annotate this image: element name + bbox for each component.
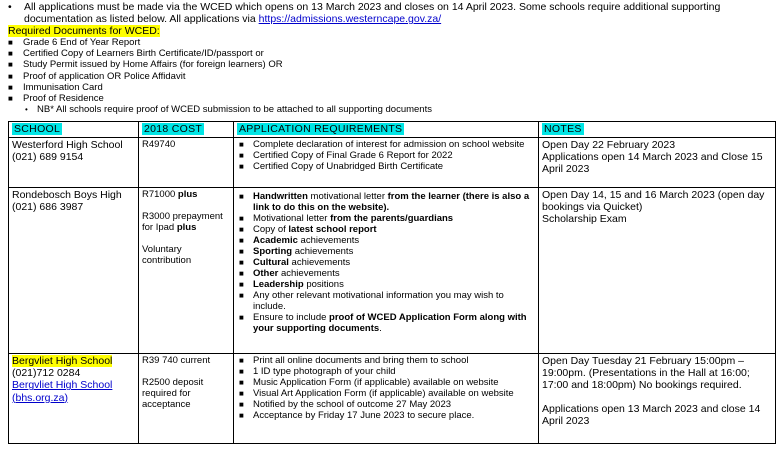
list-item: ■ Other achievements <box>239 267 340 279</box>
list-item: ■ Acceptance by Friday 17 June 2023 to secure place. <box>239 409 475 421</box>
intro-section <box>8 1 775 115</box>
cost-cell: R71000 plus R3000 prepayment for Ipad plus Voluntary contribution <box>139 187 234 353</box>
bullet-icon: ■ <box>239 410 244 420</box>
bullet-icon: ■ <box>8 60 13 70</box>
school-cell: Westerford High School (021) 689 9154 <box>9 137 139 187</box>
list-item: ■ 1 ID type photograph of your child <box>239 365 396 377</box>
table-header-row <box>9 122 776 137</box>
notes-cell: Open Day 14, 15 and 16 March 2023 (open day bookings via Quicket) Scholarship Exam <box>539 187 776 353</box>
requirements-cell <box>234 353 539 443</box>
list-item: ■ Proof of Residence <box>8 93 104 105</box>
intro-text: All applications must be made via the WCED which opens on 13 March 2023 and closes on 14 April 2023. Some schools require additional supporting documentation as listed below. All applications via <box>24 1 721 25</box>
bullet-icon: ■ <box>239 388 244 398</box>
table-row <box>9 137 776 187</box>
cost-cell: R49740 <box>139 137 234 187</box>
list-item: ■ Music Application Form (if applicable) available on website <box>239 376 499 388</box>
header-notes: NOTES <box>544 123 582 136</box>
cost-cell: R39 740 current R2500 deposit required for acceptance <box>139 353 234 443</box>
bullet-icon: ■ <box>239 268 244 278</box>
bullet-icon: ■ <box>8 49 13 59</box>
list-item: ■ Notified by the school of outcome 27 May 2023 <box>239 398 452 410</box>
list-item: ■ Motivational letter from the parents/guardians <box>239 212 454 224</box>
nb-note: • NB* All schools require proof of WCED submission to be attached to all supporting documents <box>25 104 432 116</box>
bullet-icon: • <box>25 105 28 115</box>
list-item: ■ Academic achievements <box>239 234 360 246</box>
list-item: ■ Certified Copy of Learners Birth Certificate/ID/passport or <box>8 48 264 60</box>
list-item: ■ Grade 6 End of Year Report <box>8 37 141 48</box>
bullet-icon: ■ <box>239 257 244 267</box>
list-item: ■ Certified Copy of Final Grade 6 Report for 2022 <box>239 149 453 161</box>
bullet-icon: ■ <box>239 150 244 160</box>
bullet-icon: ■ <box>8 94 13 104</box>
bullet-icon: ■ <box>239 377 244 387</box>
list-item: ■ Complete declaration of interest for admission on school website <box>239 138 525 150</box>
list-item: ■ Ensure to include proof of WCED Application Form along with your supporting documents. <box>239 311 527 334</box>
list-item: ■ Certified Copy of Unabridged Birth Certificate <box>239 160 444 172</box>
required-documents-title: Required Documents for WCED: <box>8 25 160 37</box>
schools-table <box>8 121 776 443</box>
list-item: ■ Visual Art Application Form (if applicable) available on website <box>239 387 514 399</box>
bullet-icon: ■ <box>239 191 244 201</box>
notes-cell: Open Day Tuesday 21 February 15:00pm – 19:00pm. (Presentations in the Hall at 16:00; 17:00 and 18:00pm) No bookings required. Applications open 13 March 2023 and close 14 April 2023 <box>539 353 776 443</box>
bullet-icon: • <box>8 1 12 13</box>
list-item: ■ Proof of application OR Police Affidavit <box>8 70 186 82</box>
bullet-icon: ■ <box>239 139 244 149</box>
bullet-icon: ■ <box>239 290 244 300</box>
list-item: ■ Any other relevant motivational information you may wish to include. <box>239 289 504 312</box>
school-cell: Rondebosch Boys High (021) 686 3987 <box>9 187 139 353</box>
bullet-icon: ■ <box>239 355 244 365</box>
header-cost: 2018 COST <box>144 123 203 136</box>
bullet-icon: ■ <box>239 366 244 376</box>
list-item: ■ Handwritten motivational letter from the learner (there is also a link to do this on the website). <box>239 190 530 213</box>
header-school: SCHOOL <box>14 123 61 136</box>
notes-cell: Open Day 22 February 2023 Applications open 14 March 2023 and Close 15 April 2023 <box>539 137 776 187</box>
admissions-link[interactable]: https://admissions.westerncape.gov.za/ <box>258 13 442 25</box>
school-cell: Bergvliet High School (021)712 0284 Bergvliet High School (bhs.org.za) <box>9 353 139 443</box>
table-row <box>9 353 776 443</box>
bullet-icon: ■ <box>239 246 244 256</box>
requirements-cell <box>234 137 539 187</box>
list-item: ■ Study Permit issued by Home Affairs (for foreign learners) OR <box>8 59 283 71</box>
bullet-icon: ■ <box>239 213 244 223</box>
bullet-icon: ■ <box>239 279 244 289</box>
required-documents-list <box>8 37 775 115</box>
list-item: ■ Sporting achievements <box>239 245 354 257</box>
bullet-icon: ■ <box>8 38 13 47</box>
intro-paragraph <box>8 1 775 25</box>
list-item: ■ Immunisation Card <box>8 81 103 93</box>
header-requirements: APPLICATION REQUIREMENTS <box>239 123 403 136</box>
table-row <box>9 187 776 353</box>
bullet-icon: ■ <box>239 312 244 322</box>
bullet-icon: ■ <box>8 71 13 81</box>
bullet-icon: ■ <box>239 399 244 409</box>
requirements-cell <box>234 187 539 353</box>
list-item: ■ Copy of latest school report <box>239 223 377 235</box>
bullet-icon: ■ <box>239 235 244 245</box>
bullet-icon: ■ <box>239 161 244 171</box>
document-page <box>8 1 775 444</box>
bullet-icon: ■ <box>239 224 244 234</box>
bullet-icon: ■ <box>8 82 13 92</box>
list-item: ■ Cultural achievements <box>239 256 351 268</box>
list-item: ■ Leadership positions <box>239 278 344 290</box>
school-website-link[interactable]: Bergvliet High School (bhs.org.za) <box>12 379 113 404</box>
list-item: ■ Print all online documents and bring them to school <box>239 354 469 366</box>
